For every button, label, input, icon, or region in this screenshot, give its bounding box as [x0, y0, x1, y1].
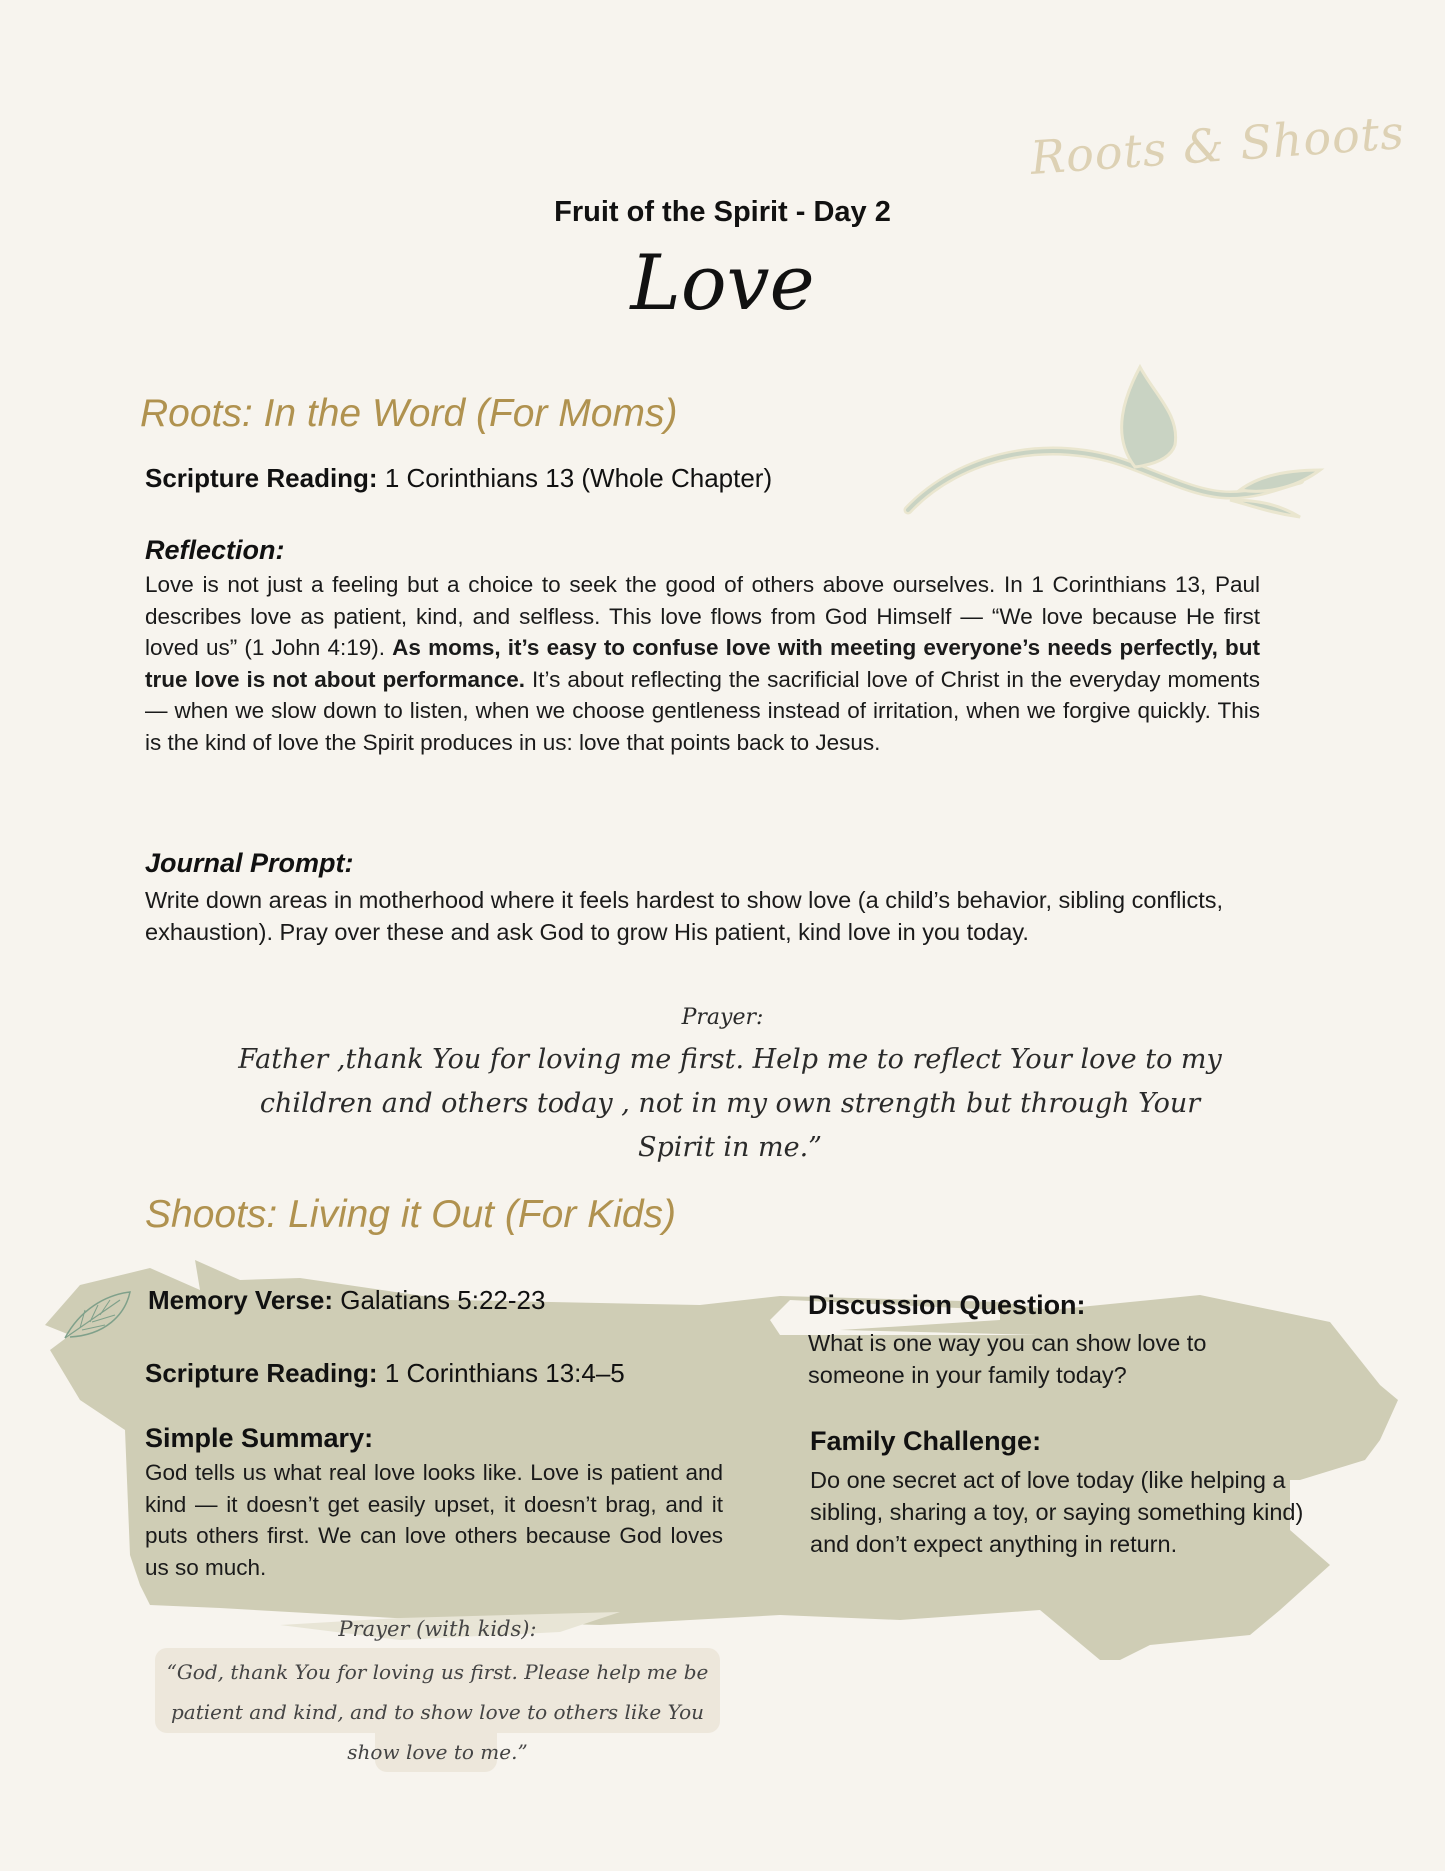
reflection-part2: It’s about reflecting the sacrificial love of Christ in the everyday moments — when we slow down to listen, when we choose gentleness instead of irritation, when we forgive quickly. This is the kind of love the Spirit produces in us: love that points back to Jesus.: [145, 666, 1260, 755]
summary-text: God tells us what real love looks like. Love is patient and kind — it doesn’t get easily upset, it doesn’t brag, and it puts others first. We can love others because God loves us so much.: [145, 1460, 723, 1580]
reflection-emphasis: As moms, it’s easy to confuse love with meeting everyone’s needs perfectly, but true love is not about performance.: [145, 635, 1260, 692]
kids-scripture-value: 1 Corinthians 13:4–5: [384, 1358, 625, 1388]
kids-prayer-text: “God, thank You for loving us first. Please help me be patient and kind, and to show love to others like You show love to me.”: [166, 1660, 709, 1764]
roots-heading: Roots: In the Word (For Moms): [140, 392, 678, 435]
summary-label: Simple Summary:: [145, 1423, 374, 1453]
shoots-heading: Shoots: Living it Out (For Kids): [145, 1193, 677, 1236]
journal-prompt-label: Journal Prompt:: [145, 848, 354, 878]
challenge-label: Family Challenge:: [810, 1426, 1042, 1456]
kids-prayer-label: Prayer (with kids):: [338, 1617, 537, 1641]
journal-prompt-text: Write down areas in motherhood where it feels hardest to show love (a child’s behavior, sibling conflicts, exhaustion). Pray over these and ask God to grow His patient, kind love in you today.: [145, 887, 1224, 945]
kids-scripture-label: Scripture Reading:: [145, 1358, 378, 1388]
page-title: Love: [630, 238, 815, 327]
scripture-value: 1 Corinthians 13 (Whole Chapter): [384, 463, 773, 493]
challenge-text: Do one secret act of love today (like helping a sibling, sharing a toy, or saying something kind) and don’t expect anything in return.: [810, 1467, 1304, 1557]
prayer-label: Prayer:: [681, 1005, 764, 1030]
memory-verse: [148, 1285, 545, 1316]
memory-verse-label: Memory Verse:: [148, 1285, 333, 1315]
discussion-text: What is one way you can show love to someone in your family today?: [808, 1330, 1207, 1388]
kids-scripture-reading: [145, 1358, 625, 1389]
memory-verse-value: Galatians 5:22-23: [340, 1285, 546, 1315]
scripture-label: Scripture Reading:: [145, 463, 378, 493]
reflection-label: Reflection:: [145, 535, 285, 565]
leaf-outline-icon: [60, 1290, 135, 1345]
reflection-part1: Love is not just a feeling but a choice to seek the good of others above ourselves. In 1 Corinthians 13, Paul describes love as patient, kind, and selfless. This love flows from God Himself — “We love because He first loved us” (1 John 4:19).: [145, 572, 1260, 660]
brand-logo: Roots & Shoots: [1028, 104, 1407, 186]
prayer-text: Father ,thank You for loving me first. Help me to reflect Your love to my children and others today , not in my own strength but through Your Spirit in me.”: [238, 1044, 1222, 1163]
discussion-label: Discussion Question:: [808, 1290, 1086, 1320]
page-subtitle: Fruit of the Spirit - Day 2: [554, 196, 891, 228]
